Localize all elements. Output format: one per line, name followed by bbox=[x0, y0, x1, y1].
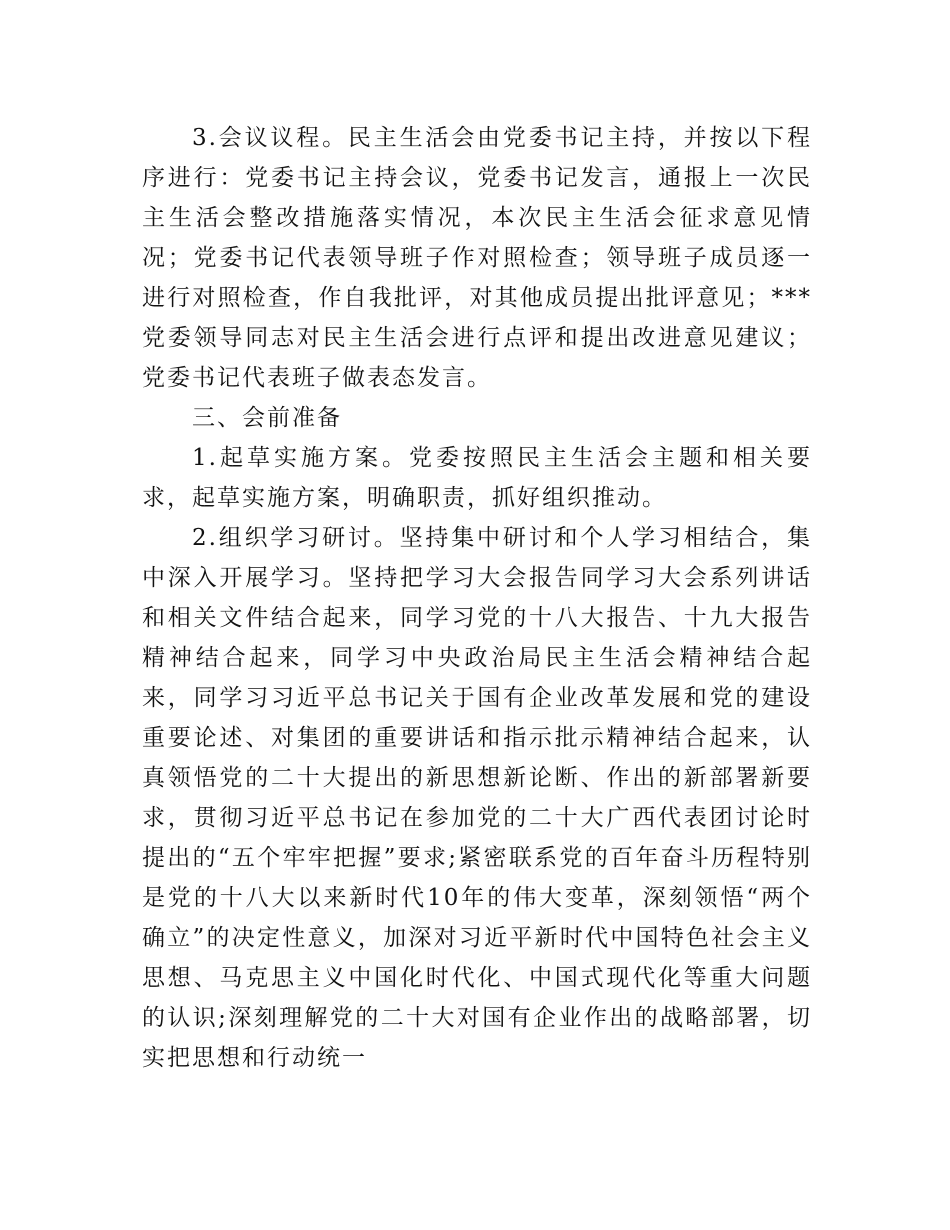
paragraph-study-discussion: 2.组织学习研讨。坚持集中研讨和个人学习相结合，集中深入开展学习。坚持把学习大会报告同学习大会系列讲话和相关文件结合起来，同学习党的十八大报告、十九大报告精神结合起来，同学习中央政治局民主生活会精神结合起来，同学习习近平总书记关于国有企业改革发展和党的建设重要论述、对集团的重要讲话和指示批示精神结合起来，认真领悟党的二十大提出的新思想新论断、作出的新部署新要求，贯彻习近平总书记在参加党的二十大广西代表团讨论时提出的“五个牢牢把握”要求;紧密联系党的百年奋斗历程特别是党的十八大以来新时代10年的伟大变革，深刻领悟“两个确立”的决定性意义，加深对习近平新时代中国特色社会主义思想、马克思主义中国化时代化、中国式现代化等重大问题的认识;深刻理解党的二十大对国有企业作出的战略部署，切实把思想和行动统一 bbox=[142, 525, 812, 1071]
paragraph-draft-plan: 1.起草实施方案。党委按照民主生活会主题和相关要求，起草实施方案，明确职责，抓好组织推动。 bbox=[142, 445, 812, 511]
section-heading-pre-meeting-preparation: 三、会前准备 bbox=[192, 405, 342, 431]
document-body bbox=[142, 118, 812, 1078]
paragraph-meeting-agenda: 3.会议议程。民主生活会由党委书记主持，并按以下程序进行：党委书记主持会议，党委书记发言，通报上一次民主生活会整改措施落实情况，本次民主生活会征求意见情况；党委书记代表领导班子作对照检查；领导班子成员逐一进行对照检查，作自我批评，对其他成员提出批评意见；***党委领导同志对民主生活会进行点评和提出改进意见建议；党委书记代表班子做表态发言。 bbox=[142, 125, 812, 391]
